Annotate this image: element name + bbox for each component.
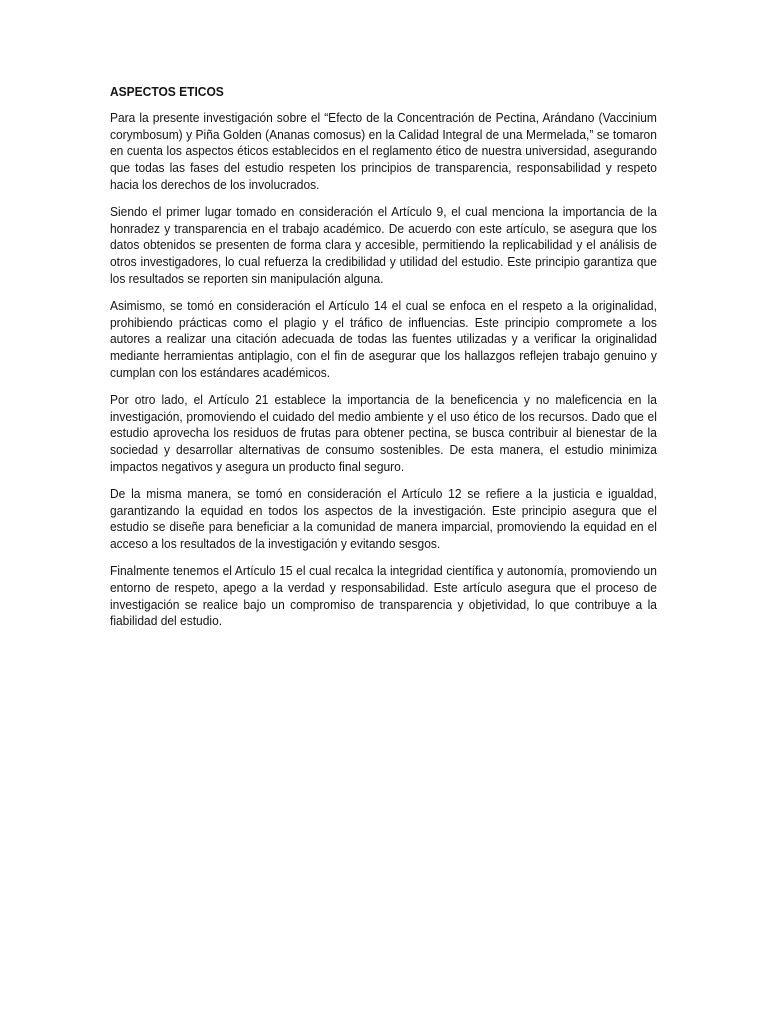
section-heading: ASPECTOS ETICOS (110, 84, 224, 99)
paragraph-article-14: Asimismo, se tomó en consideración el Artículo 14 el cual se enfoca en el respeto a la originalidad, prohibiendo prácticas como el plagio y el tráfico de influencias. Este principio compromete a los autores a realizar una citación adecuada de todas las fuentes utilizadas y a verificar la originalidad mediante herramientas antiplagio, con el fin de asegurar que los hallazgos reflejen trabajo genuino y cumplan con los estándares académicos. (110, 297, 657, 380)
document-page (110, 84, 657, 640)
paragraph-article-15: Finalmente tenemos el Artículo 15 el cual recalca la integridad científica y autonomía, promoviendo un entorno de respeto, apego a la verdad y responsabilidad. Este artículo asegura que el proceso de investigación se realice bajo un compromiso de transparencia y objetividad, lo que contribuye a la fiabilidad del estudio. (110, 562, 657, 629)
paragraph-article-21: Por otro lado, el Artículo 21 establece la importancia de la beneficencia y no maleficencia en la investigación, promoviendo el cuidado del medio ambiente y el uso ético de los recursos. Dado que el estudio aprovecha los residuos de frutas para obtener pectina, se busca contribuir al bienestar de la sociedad y desarrollar alternativas de consumo sostenibles. De esta manera, el estudio minimiza impactos negativos y asegura un producto final seguro. (110, 391, 657, 474)
paragraph-article-9: Siendo el primer lugar tomado en consideración el Artículo 9, el cual menciona la importancia de la honradez y transparencia en el trabajo académico. De acuerdo con este artículo, se asegura que los datos obtenidos se presenten de forma clara y accesible, permitiendo la replicabilidad y el análisis de otros investigadores, lo cual refuerza la credibilidad y utilidad del estudio. Este principio garantiza que los resultados se reporten sin manipulación alguna. (110, 203, 657, 286)
paragraph-introduction: Para la presente investigación sobre el “Efecto de la Concentración de Pectina, Arándano (Vaccinium corymbosum) y Piña Golden (Ananas comosus) en la Calidad Integral de una Mermelada,” se tomaron en cuenta los aspectos éticos establecidos en el reglamento ético de nuestra universidad, asegurando que todas las fases del estudio respeten los principios de transparencia, responsabilidad y respeto hacia los derechos de los involucrados. (110, 109, 657, 192)
paragraph-article-12: De la misma manera, se tomó en consideración el Artículo 12 se refiere a la justicia e igualdad, garantizando la equidad en todos los aspectos de la investigación. Este principio asegura que el estudio se diseñe para beneficiar a la comunidad de manera imparcial, promoviendo la equidad en el acceso a los resultados de la investigación y evitando sesgos. (110, 485, 657, 552)
